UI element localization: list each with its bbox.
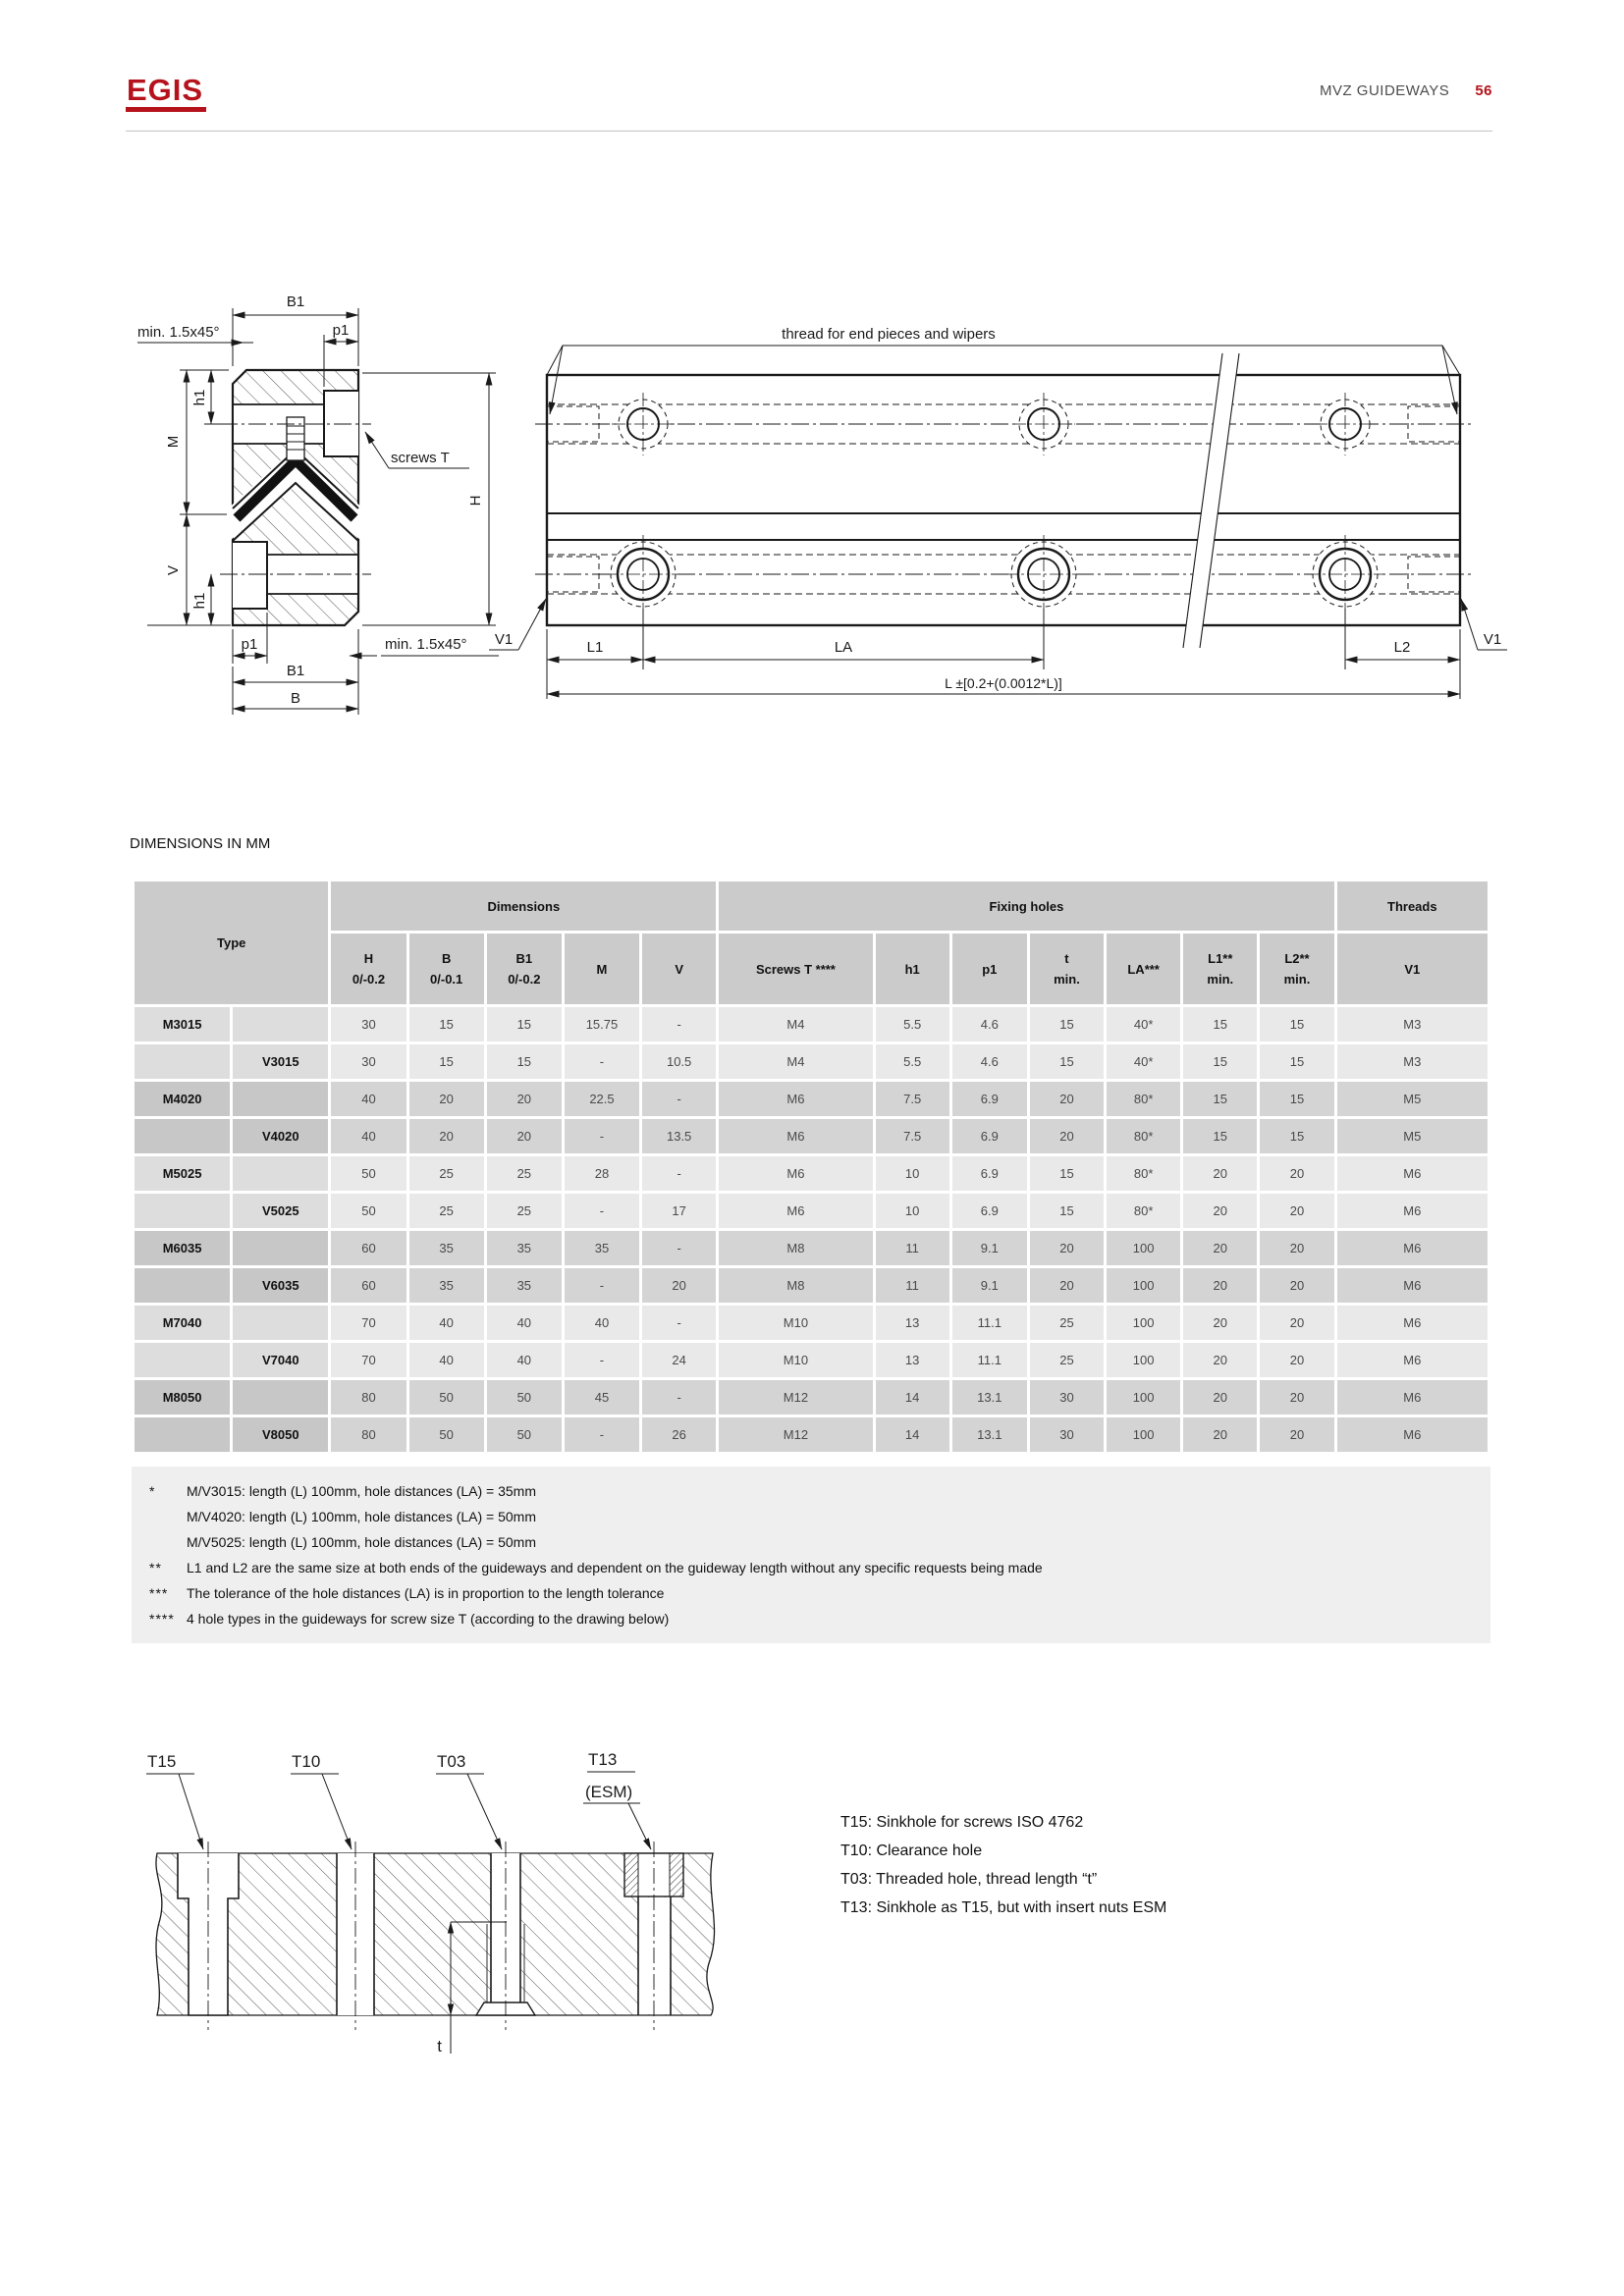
table-row bbox=[135, 1306, 1488, 1340]
header-divider bbox=[126, 131, 1492, 132]
table-cell: 80* bbox=[1107, 1194, 1180, 1228]
table-cell: 40 bbox=[565, 1306, 639, 1340]
table-cell: - bbox=[565, 1268, 639, 1303]
guideway-technical-drawing bbox=[110, 182, 1514, 731]
table-row bbox=[135, 1156, 1488, 1191]
label-v1-left: V1 bbox=[494, 631, 514, 648]
footnote-line bbox=[132, 1606, 1490, 1631]
table-cell: 15 bbox=[1260, 1119, 1333, 1153]
table-cell: 20 bbox=[1030, 1231, 1104, 1265]
table-cell: 100 bbox=[1107, 1306, 1180, 1340]
table-cell: 10.5 bbox=[642, 1044, 716, 1079]
table-cell: 25 bbox=[409, 1194, 484, 1228]
table-cell: 35 bbox=[487, 1231, 562, 1265]
footnote-marker bbox=[132, 1529, 187, 1555]
table-cell: 20 bbox=[1260, 1194, 1333, 1228]
label-t10: T10 bbox=[292, 1752, 321, 1771]
hole-types-drawing bbox=[118, 1728, 766, 2061]
footnote-text: M/V5025: length (L) 100mm, hole distances (LA) = 50mm bbox=[187, 1534, 537, 1550]
table-cell: M6 bbox=[1337, 1306, 1488, 1340]
footnote-text: 4 hole types in the guideways for screw size T (according to the drawing below) bbox=[187, 1611, 670, 1627]
footnote-text: The tolerance of the hole distances (LA) is in proportion to the length tolerance bbox=[187, 1585, 665, 1601]
table-row bbox=[135, 1417, 1488, 1452]
table-cell: 15 bbox=[1183, 1007, 1257, 1041]
column-label: Screws T **** bbox=[755, 961, 836, 977]
table-cell: 10 bbox=[876, 1156, 949, 1191]
table-cell: 40 bbox=[331, 1119, 406, 1153]
type-cell-v bbox=[233, 1306, 328, 1340]
table-cell: 4.6 bbox=[952, 1007, 1027, 1041]
table-cell: 35 bbox=[487, 1268, 562, 1303]
table-cell: 13.1 bbox=[952, 1417, 1027, 1452]
column-tolerance: min. bbox=[1283, 972, 1311, 987]
column-label: V bbox=[675, 961, 683, 977]
table-cell: 13 bbox=[876, 1306, 949, 1340]
footnote-text: L1 and L2 are the same size at both ends of the guideways and dependent on the guideway length without any specific requests being made bbox=[187, 1560, 1043, 1575]
column-tolerance: min. bbox=[1054, 972, 1080, 987]
table-cell: 5.5 bbox=[876, 1007, 949, 1041]
table-cell: 40* bbox=[1107, 1044, 1180, 1079]
footnote-text: M/V3015: length (L) 100mm, hole distances (LA) = 35mm bbox=[187, 1483, 537, 1499]
table-cell: 17 bbox=[642, 1194, 716, 1228]
type-cell-v: V4020 bbox=[233, 1119, 328, 1153]
table-cell: 25 bbox=[487, 1156, 562, 1191]
column-label: V1 bbox=[1404, 961, 1421, 977]
table-cell: 20 bbox=[1030, 1119, 1104, 1153]
type-cell-m bbox=[135, 1194, 230, 1228]
type-cell-m: M4020 bbox=[135, 1082, 230, 1116]
table-cell: 24 bbox=[642, 1343, 716, 1377]
table-cell: 15 bbox=[1030, 1044, 1104, 1079]
table-cell: 25 bbox=[487, 1194, 562, 1228]
table-cell: 15 bbox=[1183, 1044, 1257, 1079]
table-cell: 20 bbox=[1260, 1306, 1333, 1340]
table-cell: 25 bbox=[1030, 1343, 1104, 1377]
column-label: B1 bbox=[515, 951, 533, 966]
table-cell: 20 bbox=[409, 1082, 484, 1116]
type-cell-v: V7040 bbox=[233, 1343, 328, 1377]
table-cell: 20 bbox=[1260, 1343, 1333, 1377]
table-cell: M8 bbox=[719, 1231, 872, 1265]
dim-t-label: t bbox=[437, 2037, 442, 2056]
table-row bbox=[135, 1007, 1488, 1041]
type-cell-v bbox=[233, 1156, 328, 1191]
table-cell: 28 bbox=[565, 1156, 639, 1191]
column-label: h1 bbox=[904, 961, 920, 977]
table-cell: 30 bbox=[331, 1007, 406, 1041]
table-cell: 20 bbox=[1260, 1268, 1333, 1303]
table-cell: 26 bbox=[642, 1417, 716, 1452]
footnote-marker: **** bbox=[149, 1611, 175, 1627]
column-label: L2** bbox=[1284, 951, 1310, 966]
table-cell: M12 bbox=[719, 1417, 872, 1452]
table-cell: 50 bbox=[409, 1417, 484, 1452]
table-cell: - bbox=[642, 1306, 716, 1340]
type-cell-v: V5025 bbox=[233, 1194, 328, 1228]
side-view bbox=[489, 326, 1507, 699]
type-cell-v bbox=[233, 1231, 328, 1265]
table-cell: 20 bbox=[1183, 1268, 1257, 1303]
table-cell: 70 bbox=[331, 1343, 406, 1377]
table-cell: 20 bbox=[487, 1119, 562, 1153]
table-cell: 22.5 bbox=[565, 1082, 639, 1116]
column-label: t bbox=[1064, 951, 1069, 966]
col-group-threads: Threads bbox=[1337, 881, 1488, 931]
table-cell: 45 bbox=[565, 1380, 639, 1415]
footnote-line bbox=[132, 1529, 1490, 1555]
table-cell: 30 bbox=[1030, 1380, 1104, 1415]
table-cell: 50 bbox=[331, 1194, 406, 1228]
column-tolerance: 0/-0.2 bbox=[352, 972, 386, 987]
table-cell: M10 bbox=[719, 1343, 872, 1377]
dim-h1-upper: h1 bbox=[191, 389, 208, 406]
table-cell: 100 bbox=[1107, 1343, 1180, 1377]
type-cell-v bbox=[233, 1380, 328, 1415]
hole-legend-line: T03: Threaded hole, thread length “t” bbox=[840, 1871, 1098, 1888]
table-cell: M8 bbox=[719, 1268, 872, 1303]
callout-screws-t: screws T bbox=[391, 450, 450, 466]
table-cell: M6 bbox=[1337, 1231, 1488, 1265]
table-row bbox=[135, 1268, 1488, 1303]
type-cell-m bbox=[135, 1119, 230, 1153]
table-cell: 20 bbox=[1183, 1380, 1257, 1415]
table-cell: - bbox=[565, 1417, 639, 1452]
table-cell: 100 bbox=[1107, 1231, 1180, 1265]
table-cell: 50 bbox=[409, 1380, 484, 1415]
table-row bbox=[135, 1343, 1488, 1377]
table-cell: 4.6 bbox=[952, 1044, 1027, 1079]
table-cell: 80 bbox=[331, 1380, 406, 1415]
table-cell: 30 bbox=[1030, 1417, 1104, 1452]
dimensions-table bbox=[132, 879, 1490, 1455]
table-cell: 40 bbox=[487, 1343, 562, 1377]
column-label: M bbox=[596, 961, 608, 977]
table-cell: 6.9 bbox=[952, 1194, 1027, 1228]
table-cell: 50 bbox=[487, 1380, 562, 1415]
table-cell: 11.1 bbox=[952, 1343, 1027, 1377]
table-cell: 15 bbox=[1030, 1194, 1104, 1228]
label-esm: (ESM) bbox=[585, 1783, 633, 1801]
table-cell: 15 bbox=[1030, 1007, 1104, 1041]
table-cell: 5.5 bbox=[876, 1044, 949, 1079]
label-t03: T03 bbox=[437, 1752, 466, 1771]
type-cell-m bbox=[135, 1044, 230, 1079]
label-v1-right: V1 bbox=[1483, 631, 1502, 648]
column-header-t bbox=[1030, 934, 1104, 1004]
type-cell-v: V8050 bbox=[233, 1417, 328, 1452]
table-cell: 6.9 bbox=[952, 1082, 1027, 1116]
dim-chamfer-bottom: min. 1.5x45° bbox=[385, 636, 467, 653]
type-cell-v: V3015 bbox=[233, 1044, 328, 1079]
type-cell-m: M7040 bbox=[135, 1306, 230, 1340]
table-cell: 50 bbox=[331, 1156, 406, 1191]
table-cell: 25 bbox=[409, 1156, 484, 1191]
table-cell: M4 bbox=[719, 1007, 872, 1041]
type-cell-m bbox=[135, 1343, 230, 1377]
type-cell-m: M3015 bbox=[135, 1007, 230, 1041]
table-cell: 20 bbox=[409, 1119, 484, 1153]
footnote-marker: * bbox=[149, 1483, 156, 1499]
dim-p1-bottom: p1 bbox=[241, 636, 258, 653]
footnote-line bbox=[132, 1504, 1490, 1529]
table-cell: 80* bbox=[1107, 1156, 1180, 1191]
table-cell: 20 bbox=[1260, 1380, 1333, 1415]
table-cell: 15 bbox=[487, 1007, 562, 1041]
column-label: H bbox=[363, 951, 374, 966]
table-row bbox=[135, 1044, 1488, 1079]
col-group-dimensions: Dimensions bbox=[331, 881, 716, 931]
footnote-line bbox=[132, 1555, 1490, 1580]
table-cell: 15 bbox=[1260, 1082, 1333, 1116]
table-cell: M3 bbox=[1337, 1044, 1488, 1079]
hole-legend-line: T13: Sinkhole as T15, but with insert nuts ESM bbox=[840, 1899, 1167, 1916]
column-header-v bbox=[642, 934, 716, 1004]
table-cell: 7.5 bbox=[876, 1082, 949, 1116]
type-cell-m: M8050 bbox=[135, 1380, 230, 1415]
dim-b: B bbox=[290, 690, 301, 707]
table-cell: 50 bbox=[487, 1417, 562, 1452]
dim-h: H bbox=[467, 495, 484, 507]
table-cell: 7.5 bbox=[876, 1119, 949, 1153]
column-header-h1 bbox=[876, 934, 949, 1004]
dim-chamfer-top: min. 1.5x45° bbox=[137, 324, 220, 341]
column-header-l1 bbox=[1183, 934, 1257, 1004]
column-header-screwst bbox=[719, 934, 872, 1004]
table-cell: 30 bbox=[331, 1044, 406, 1079]
footnotes-block bbox=[132, 1467, 1490, 1643]
hole-legend-line: T15: Sinkhole for screws ISO 4762 bbox=[840, 1814, 1084, 1831]
type-cell-m bbox=[135, 1417, 230, 1452]
table-cell: 15 bbox=[409, 1007, 484, 1041]
table-cell: 20 bbox=[487, 1082, 562, 1116]
table-cell: 40* bbox=[1107, 1007, 1180, 1041]
table-cell: M4 bbox=[719, 1044, 872, 1079]
table-cell: M6 bbox=[719, 1082, 872, 1116]
column-header-b1 bbox=[487, 934, 562, 1004]
table-cell: 60 bbox=[331, 1231, 406, 1265]
table-cell: M12 bbox=[719, 1380, 872, 1415]
table-cell: M6 bbox=[719, 1119, 872, 1153]
table-cell: 70 bbox=[331, 1306, 406, 1340]
table-cell: 15 bbox=[1030, 1156, 1104, 1191]
table-cell: 6.9 bbox=[952, 1119, 1027, 1153]
table-cell: - bbox=[565, 1119, 639, 1153]
table-row bbox=[135, 1194, 1488, 1228]
dim-l2: L2 bbox=[1393, 639, 1411, 656]
callout-thread: thread for end pieces and wipers bbox=[782, 326, 996, 343]
column-header-b bbox=[409, 934, 484, 1004]
table-cell: 20 bbox=[1260, 1417, 1333, 1452]
table-cell: 11 bbox=[876, 1268, 949, 1303]
cross-section-view bbox=[137, 294, 499, 715]
table-cell: 100 bbox=[1107, 1380, 1180, 1415]
col-group-type: Type bbox=[135, 881, 328, 1004]
table-cell: 15 bbox=[1183, 1082, 1257, 1116]
column-header-h bbox=[331, 934, 406, 1004]
table-row bbox=[135, 1119, 1488, 1153]
table-cell: M6 bbox=[719, 1156, 872, 1191]
table-row bbox=[135, 1082, 1488, 1116]
column-header-l2 bbox=[1260, 934, 1333, 1004]
lower-screw-recess bbox=[233, 542, 267, 609]
table-cell: 9.1 bbox=[952, 1231, 1027, 1265]
table-cell: 40 bbox=[409, 1306, 484, 1340]
column-tolerance: min. bbox=[1207, 972, 1234, 987]
col-group-fixing-holes: Fixing holes bbox=[719, 881, 1333, 931]
type-cell-m bbox=[135, 1268, 230, 1303]
footnote-line bbox=[132, 1478, 1490, 1504]
table-cell: 15 bbox=[1260, 1007, 1333, 1041]
table-cell: 40 bbox=[409, 1343, 484, 1377]
table-cell: M6 bbox=[1337, 1194, 1488, 1228]
table-cell: - bbox=[565, 1343, 639, 1377]
table-cell: 60 bbox=[331, 1268, 406, 1303]
table-cell: 20 bbox=[1260, 1156, 1333, 1191]
column-label: L1** bbox=[1208, 951, 1233, 966]
table-cell: - bbox=[642, 1380, 716, 1415]
table-cell: 14 bbox=[876, 1380, 949, 1415]
dim-l-formula: L ±[0.2+(0.0012*L)] bbox=[945, 675, 1062, 691]
table-cell: - bbox=[565, 1194, 639, 1228]
table-cell: 40 bbox=[487, 1306, 562, 1340]
table-cell: M6 bbox=[719, 1194, 872, 1228]
dim-b1-bottom: B1 bbox=[286, 663, 305, 679]
column-header-v1 bbox=[1337, 934, 1488, 1004]
egis-logo: EGIS bbox=[126, 75, 206, 112]
table-cell: - bbox=[642, 1082, 716, 1116]
table-cell: 20 bbox=[1183, 1231, 1257, 1265]
type-cell-m: M5025 bbox=[135, 1156, 230, 1191]
table-cell: 20 bbox=[1030, 1268, 1104, 1303]
table-cell: M6 bbox=[1337, 1343, 1488, 1377]
table-cell: 9.1 bbox=[952, 1268, 1027, 1303]
table-cell: 25 bbox=[1030, 1306, 1104, 1340]
table-cell: - bbox=[642, 1156, 716, 1191]
label-t15: T15 bbox=[147, 1752, 177, 1771]
type-cell-v: V6035 bbox=[233, 1268, 328, 1303]
column-header-m bbox=[565, 934, 639, 1004]
type-cell-v bbox=[233, 1007, 328, 1041]
footnote-marker: *** bbox=[149, 1585, 169, 1601]
table-cell: - bbox=[642, 1231, 716, 1265]
footnote-marker bbox=[132, 1504, 187, 1529]
upper-screw-recess bbox=[324, 391, 358, 456]
table-cell: 80* bbox=[1107, 1119, 1180, 1153]
dim-b1-top: B1 bbox=[286, 294, 305, 310]
table-cell: 10 bbox=[876, 1194, 949, 1228]
page-number: 56 bbox=[1475, 82, 1492, 99]
type-cell-v bbox=[233, 1082, 328, 1116]
label-t13: T13 bbox=[588, 1750, 618, 1769]
table-cell: 100 bbox=[1107, 1417, 1180, 1452]
column-header-la bbox=[1107, 934, 1180, 1004]
table-cell: - bbox=[642, 1007, 716, 1041]
table-cell: 40 bbox=[331, 1082, 406, 1116]
table-cell: - bbox=[565, 1044, 639, 1079]
dim-h1-lower: h1 bbox=[191, 592, 208, 610]
table-cell: 15 bbox=[409, 1044, 484, 1079]
table-cell: 20 bbox=[642, 1268, 716, 1303]
section-title: MVZ GUIDEWAYS bbox=[1319, 82, 1450, 99]
table-cell: 80 bbox=[331, 1417, 406, 1452]
table-cell: 14 bbox=[876, 1417, 949, 1452]
dim-p1-top: p1 bbox=[332, 322, 350, 339]
table-cell: 20 bbox=[1260, 1231, 1333, 1265]
table-cell: 13.1 bbox=[952, 1380, 1027, 1415]
column-header-p1 bbox=[952, 934, 1027, 1004]
table-cell: M5 bbox=[1337, 1082, 1488, 1116]
dim-m: M bbox=[165, 435, 182, 449]
table-cell: 35 bbox=[565, 1231, 639, 1265]
table-cell: 15 bbox=[1183, 1119, 1257, 1153]
table-cell: 35 bbox=[409, 1231, 484, 1265]
table-cell: 20 bbox=[1183, 1194, 1257, 1228]
table-cell: 15.75 bbox=[565, 1007, 639, 1041]
table-cell: 15 bbox=[1260, 1044, 1333, 1079]
column-tolerance: 0/-0.1 bbox=[430, 972, 463, 987]
table-cell: 20 bbox=[1030, 1082, 1104, 1116]
table-row bbox=[135, 1231, 1488, 1265]
dimensions-table-wrap bbox=[132, 879, 1490, 1455]
table-cell: M5 bbox=[1337, 1119, 1488, 1153]
table-cell: 13 bbox=[876, 1343, 949, 1377]
dimensions-in-mm-label: DIMENSIONS IN MM bbox=[130, 835, 271, 852]
type-cell-m: M6035 bbox=[135, 1231, 230, 1265]
dim-v: V bbox=[165, 564, 182, 576]
table-cell: M6 bbox=[1337, 1268, 1488, 1303]
column-label: B bbox=[441, 951, 452, 966]
column-label: p1 bbox=[982, 961, 998, 977]
table-cell: 11 bbox=[876, 1231, 949, 1265]
dim-l1: L1 bbox=[586, 639, 604, 656]
table-cell: 15 bbox=[487, 1044, 562, 1079]
table-row bbox=[135, 1380, 1488, 1415]
table-cell: 20 bbox=[1183, 1156, 1257, 1191]
table-cell: 35 bbox=[409, 1268, 484, 1303]
hole-label-leaders bbox=[146, 1772, 651, 1849]
table-cell: 100 bbox=[1107, 1268, 1180, 1303]
table-cell: M3 bbox=[1337, 1007, 1488, 1041]
table-cell: 20 bbox=[1183, 1343, 1257, 1377]
table-cell: 6.9 bbox=[952, 1156, 1027, 1191]
column-tolerance: 0/-0.2 bbox=[508, 972, 541, 987]
table-cell: 20 bbox=[1183, 1417, 1257, 1452]
table-cell: 13.5 bbox=[642, 1119, 716, 1153]
hole-type-legend bbox=[840, 1808, 1469, 1922]
table-cell: M6 bbox=[1337, 1417, 1488, 1452]
table-cell: 80* bbox=[1107, 1082, 1180, 1116]
table-cell: 11.1 bbox=[952, 1306, 1027, 1340]
table-cell: M6 bbox=[1337, 1156, 1488, 1191]
dim-la: LA bbox=[834, 639, 853, 656]
table-cell: M6 bbox=[1337, 1380, 1488, 1415]
footnote-marker: ** bbox=[149, 1560, 162, 1575]
column-label: LA*** bbox=[1127, 961, 1160, 977]
table-cell: 20 bbox=[1183, 1306, 1257, 1340]
footnote-line bbox=[132, 1580, 1490, 1606]
hole-legend-line: T10: Clearance hole bbox=[840, 1842, 983, 1859]
page-header bbox=[1080, 82, 1492, 99]
table-cell: M10 bbox=[719, 1306, 872, 1340]
footnote-text: M/V4020: length (L) 100mm, hole distances (LA) = 50mm bbox=[187, 1509, 537, 1524]
